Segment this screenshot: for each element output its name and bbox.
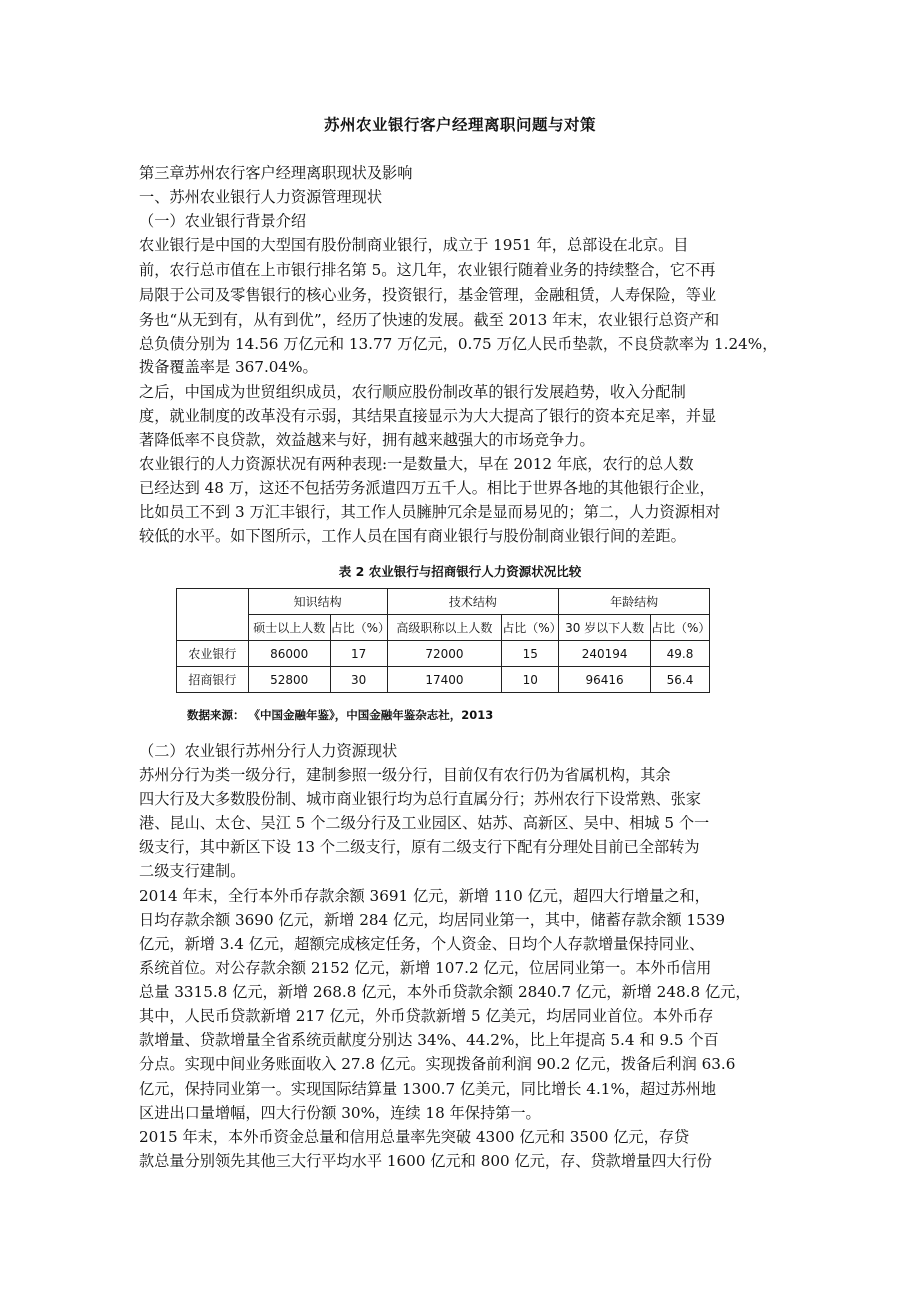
subsection-heading: （二）农业银行苏州分行人力资源现状 (139, 742, 398, 760)
paragraph-line: 其中，人民币贷款新增 217 亿元，外币贷款新增 5 亿美元，均居同业首位。本外币存 (139, 1007, 714, 1025)
paragraph-line: 农业银行的人力资源状况有两种表现:一是数量大，早在 2012 年底，农行的总人数 (139, 455, 694, 473)
table-row-label: 招商银行 (177, 667, 249, 693)
table-group-header: 知识结构 (248, 589, 387, 615)
paragraph-line: 苏州分行为类一级分行，建制参照一级分行，目前仅有农行仍为省属机构，其余 (139, 766, 671, 784)
table-cell: 96416 (559, 667, 651, 693)
table-subheader: 硕士以上人数 (248, 615, 330, 641)
table-subheader: 30 岁以下人数 (559, 615, 651, 641)
paragraph-line: 二级支行建制。 (139, 862, 246, 880)
paragraph-line: 亿元，保持同业第一。实现国际结算量 1300.7 亿美元，同比增长 4.1%，超过苏州地 (139, 1080, 717, 1098)
table-cell: 10 (502, 667, 559, 693)
table-cell: 49.8 (651, 641, 710, 667)
comparison-table (176, 588, 710, 693)
paragraph-line: 总负债分别为 14.56 万亿元和 13.77 万亿元，0.75 万亿人民币垫款，不良贷款率为 1.24%， (139, 335, 778, 353)
document-title: 苏州农业银行客户经理离职问题与对策 (323, 116, 596, 134)
paragraph-line: 度，就业制度的改革没有示弱，其结果直接显示为大大提高了银行的资本充足率，并显 (139, 407, 717, 425)
paragraph-line: 比如员工不到 3 万汇丰银行，其工作人员臃肿冗余是显而易见的；第二，人力资源相对 (139, 503, 721, 521)
paragraph-line: 拨备覆盖率是 367.04%。 (139, 358, 318, 376)
table-corner-cell (177, 589, 249, 641)
subsection-heading: （一）农业银行背景介绍 (139, 212, 307, 230)
table-row (177, 641, 710, 667)
paragraph-line: 亿元，新增 3.4 亿元，超额完成核定任务，个人资金、日均个人存款增量保持同业、 (139, 935, 705, 953)
table-group-header: 技术结构 (387, 589, 559, 615)
paragraph-line: 已经达到 48 万，这还不包括劳务派遣四万五千人。相比于世界各地的其他银行企业， (139, 479, 715, 497)
section-heading: 一、苏州农业银行人力资源管理现状 (139, 188, 382, 206)
table-subheader: 占比（%） (330, 615, 387, 641)
table-row (177, 667, 710, 693)
chapter-heading: 第三章苏州农行客户经理离职现状及影响 (139, 164, 413, 182)
paragraph-line: 日均存款余额 3690 亿元，新增 284 亿元，均居同业第一，其中，储蓄存款余额 1539 (139, 911, 726, 929)
table-cell: 30 (330, 667, 387, 693)
table-cell: 86000 (248, 641, 330, 667)
paragraph-line: 款增量、贷款增量全省系统贡献度分别达 34%、44.2%，比上年提高 5.4 和 9.5 个百 (139, 1031, 719, 1049)
paragraph-line: 前，农行总市值在上市银行排名第 5。这几年，农业银行随着业务的持续整合，它不再 (139, 261, 716, 279)
paragraph-line: 分点。实现中间业务账面收入 27.8 亿元。实现拨备前利润 90.2 亿元，拨备后利润 63.6 (139, 1055, 736, 1073)
table-group-header: 年龄结构 (559, 589, 710, 615)
paragraph-line: 2015 年末，本外币资金总量和信用总量率先突破 4300 亿元和 3500 亿元，存贷 (139, 1128, 690, 1146)
paragraph-line: 较低的水平。如下图所示，工作人员在国有商业银行与股份制商业银行间的差距。 (139, 527, 686, 545)
table-subheader: 占比（%） (651, 615, 710, 641)
paragraph-line: 系统首位。对公存款余额 2152 亿元，新增 107.2 亿元，位居同业第一。本外币信用 (139, 959, 712, 977)
table-cell: 15 (502, 641, 559, 667)
paragraph-line: 2014 年末，全行本外币存款余额 3691 亿元，新增 110 亿元，超四大行增量之和， (139, 887, 710, 905)
table-subheader: 高级职称以上人数 (387, 615, 502, 641)
paragraph-line: 之后，中国成为世贸组织成员，农行顺应股份制改革的银行发展趋势，收入分配制 (139, 383, 686, 401)
paragraph-line: 务也“从无到有，从有到优”，经历了快速的发展。截至 2013 年末，农业银行总资产和 (139, 311, 720, 329)
table-cell: 52800 (248, 667, 330, 693)
table-subheader-row (177, 615, 710, 641)
table-cell: 240194 (559, 641, 651, 667)
table-source-note: 数据来源： 《中国金融年鉴》，中国金融年鉴杂志社，2013 (187, 708, 494, 722)
table-row-label: 农业银行 (177, 641, 249, 667)
table-cell: 72000 (387, 641, 502, 667)
table-caption: 表 2 农业银行与招商银行人力资源状况比较 (338, 564, 582, 579)
paragraph-line: 区进出口量增幅，四大行份额 30%，连续 18 年保持第一。 (139, 1104, 541, 1122)
paragraph-line: 款总量分别领先其他三大行平均水平 1600 亿元和 800 亿元，存、贷款增量四大行份 (139, 1152, 712, 1170)
paragraph-line: 农业银行是中国的大型国有股份制商业银行，成立于 1951 年，总部设在北京。目 (139, 236, 689, 254)
paragraph-line: 港、昆山、太仓、吴江 5 个二级分行及工业园区、姑苏、高新区、吴中、相城 5 个一 (139, 814, 710, 832)
paragraph-line: 局限于公司及零售银行的核心业务，投资银行，基金管理，金融租赁，人寿保险，等业 (139, 286, 717, 304)
paragraph-line: 四大行及大多数股份制、城市商业银行均为总行直属分行；苏州农行下设常熟、张家 (139, 790, 701, 808)
paragraph-line: 级支行，其中新区下设 13 个二级支行，原有二级支行下配有分理处目前已全部转为 (139, 838, 700, 856)
table-cell: 56.4 (651, 667, 710, 693)
table-cell: 17400 (387, 667, 502, 693)
paragraph-line: 总量 3315.8 亿元，新增 268.8 亿元，本外币贷款余额 2840.7 亿元，新增 248.8 亿元， (139, 983, 751, 1001)
paragraph-line: 著降低率不良贷款，效益越来与好，拥有越来越强大的市场竞争力。 (139, 431, 595, 449)
table-cell: 17 (330, 641, 387, 667)
table-header-row (177, 589, 710, 615)
table-subheader: 占比（%） (502, 615, 559, 641)
